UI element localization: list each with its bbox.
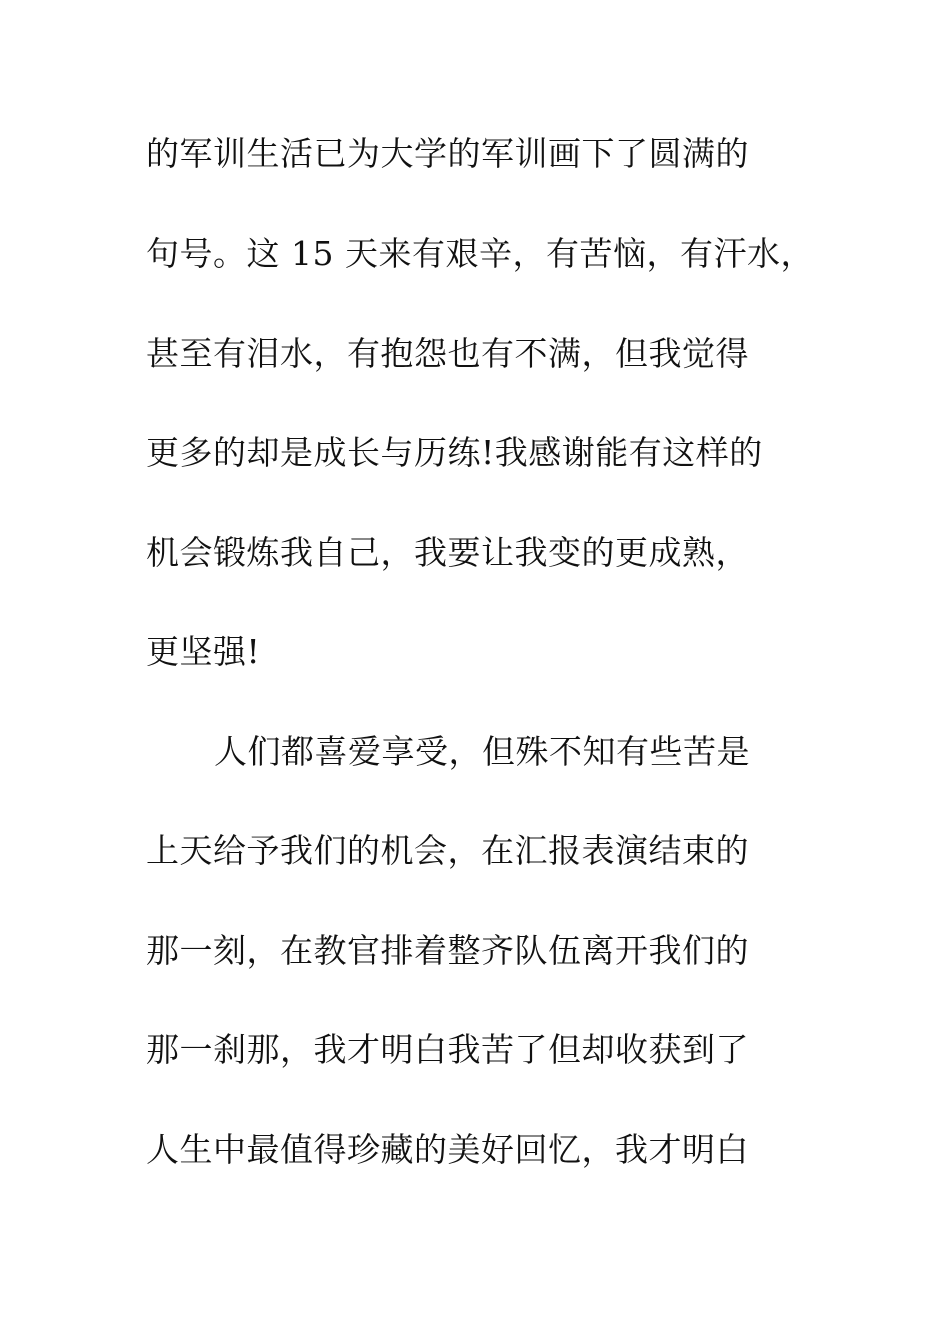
text-line: 机会锻炼我自己，我要让我变的更成熟， [146, 533, 749, 572]
text-line: 更多的却是成长与历练!我感谢能有这样的 [146, 433, 763, 472]
text-line: 上天给予我们的机会，在汇报表演结束的 [146, 831, 749, 870]
paragraph-first-line: 人们都喜爱享受，但殊不知有些苦是 [214, 732, 750, 771]
text-line: 句号。这 15 天来有艰辛，有苦恼，有汗水， [146, 234, 814, 273]
text-line: 那一刹那，我才明白我苦了但却收获到了 [146, 1030, 749, 1069]
text-line: 那一刻，在教官排着整齐队伍离开我们的 [146, 931, 749, 970]
text-line: 更坚强! [146, 632, 261, 671]
text-line: 的军训生活已为大学的军训画下了圆满的 [146, 134, 749, 173]
text-line: 人生中最值得珍藏的美好回忆，我才明白 [146, 1130, 749, 1169]
text-line: 甚至有泪水，有抱怨也有不满，但我觉得 [146, 334, 749, 373]
